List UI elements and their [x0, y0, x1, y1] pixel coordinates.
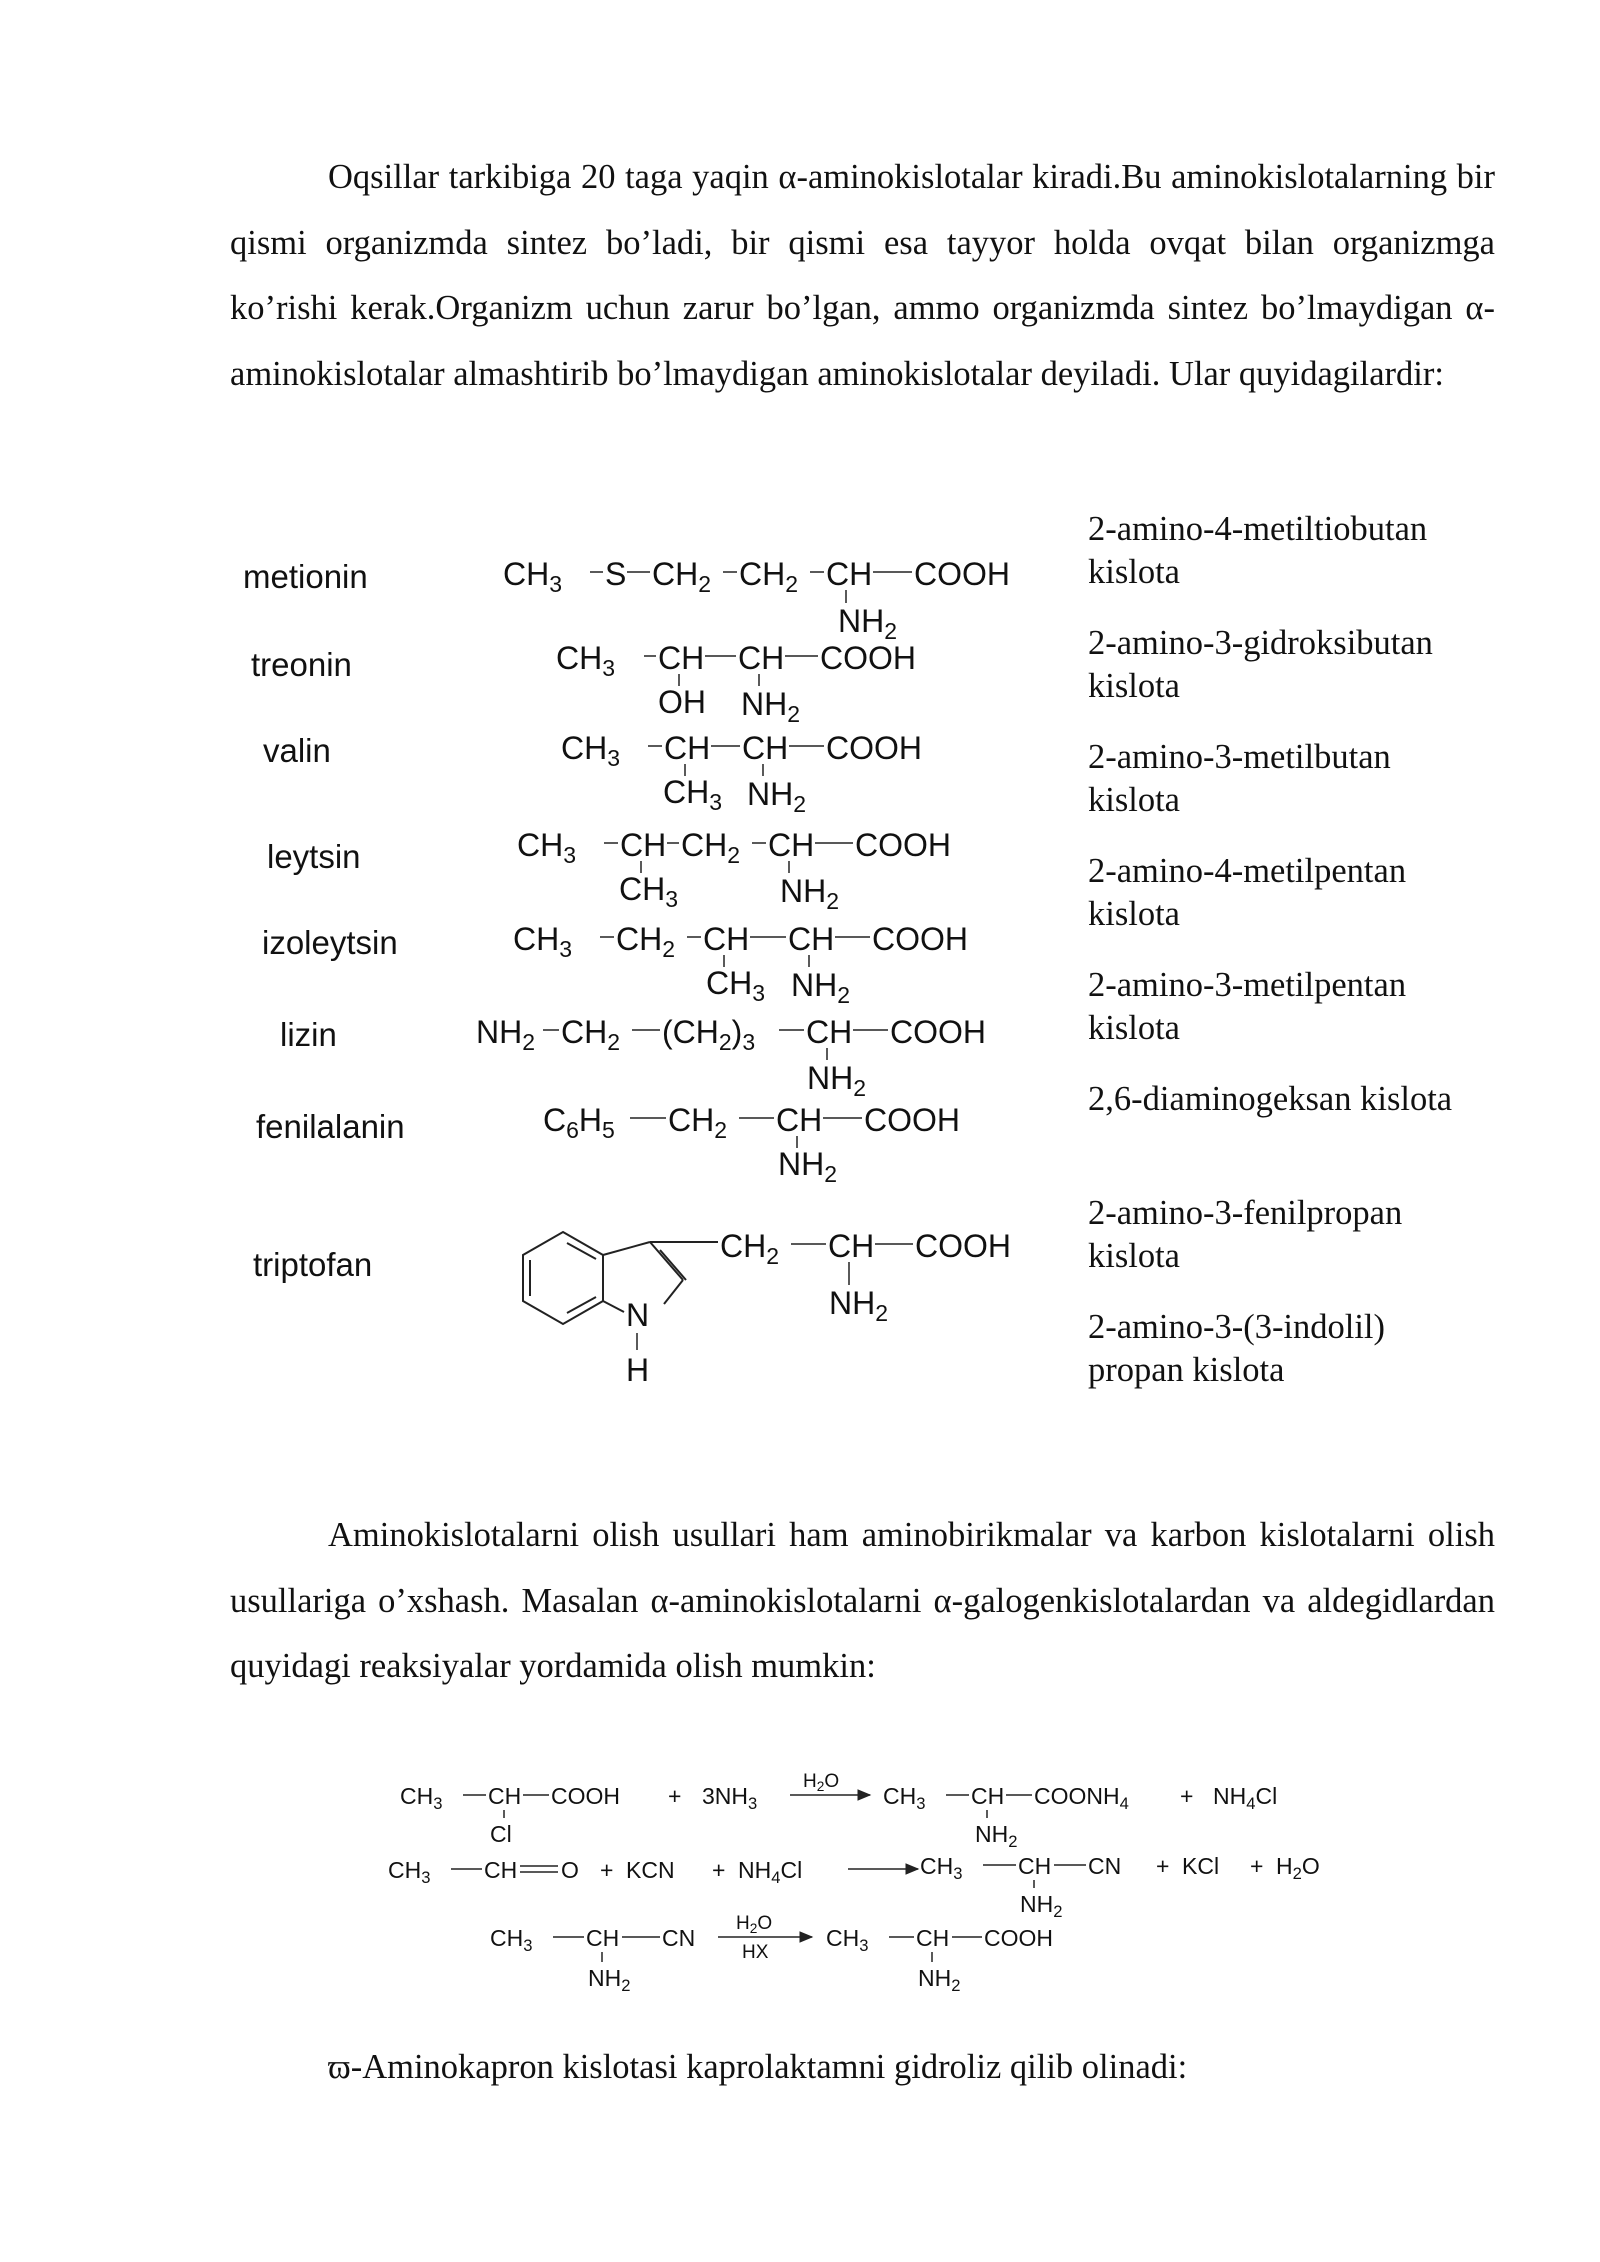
formula-fragment: N — [626, 1297, 650, 1333]
formula-fragment: CH — [484, 1857, 518, 1883]
iupac-name: 2-amino-4-metiltiobutan kislota — [1088, 510, 1428, 591]
formula-fragment: + — [712, 1857, 726, 1883]
formula-fragment: $CH_2$ — [720, 1228, 780, 1269]
formula-fragment: $CH_3$ — [556, 640, 616, 681]
formula-fragment: COOH — [872, 921, 968, 957]
amino-acid-name: izoleytsin — [262, 924, 398, 961]
formula-fragment: KCN — [626, 1857, 675, 1883]
formula-fragment: CH — [1018, 1853, 1052, 1879]
formula-fragment: CH — [806, 1014, 853, 1050]
formula-fragment: $NH_2$ — [1020, 1891, 1063, 1922]
formula-fragment: $NH_2$ — [778, 1146, 838, 1187]
reaction-condition: $H_2O$ — [803, 1771, 840, 1795]
formula-fragment: + — [600, 1857, 614, 1883]
formula-fragment: CH — [742, 730, 789, 766]
reaction-condition: $H_2O$ — [736, 1913, 773, 1937]
formula-fragment: $CH_2$ — [652, 556, 712, 597]
formula-fragment: CH — [586, 1925, 620, 1951]
formula-fragment: CH — [788, 921, 835, 957]
formula-fragment: Cl — [490, 1821, 512, 1847]
iupac-name: 2-amino-4-metilpentan kislota — [1088, 852, 1407, 933]
formula-fragment: + — [668, 1783, 682, 1809]
formula-fragment: $CH_2$ — [681, 827, 741, 868]
amino-acid-name: valin — [263, 732, 331, 769]
formula-fragment: $NH_2$ — [918, 1965, 961, 1996]
formula-fragment: COOH — [826, 730, 922, 766]
formula-fenilalanin — [543, 1102, 960, 1187]
formula-fragment: $CH_2$ — [668, 1102, 728, 1143]
formula-fragment: COOH — [915, 1228, 1011, 1264]
formula-fragment: $NH_2$ — [975, 1821, 1018, 1852]
formula-fragment: O — [561, 1857, 579, 1883]
formula-fragment: + — [1250, 1853, 1264, 1879]
formula-fragment: $3NH_3$ — [702, 1783, 758, 1814]
formula-fragment: $COONH_4$ — [1034, 1783, 1129, 1814]
reaction-2 — [388, 1853, 1320, 1921]
paragraph-intro: Oqsillar tarkibiga 20 taga yaqin α-aminokislotalar kiradi.Bu aminokislotalarning bir qismi organizmda sintez bo’ladi, bir qismi esa tayyor holda ovqat bilan organizmga ko’rishi kerak.Organizm uchun zarur bo’lgan, ammo organizmda sintez bo’lmaydigan α-aminokislotalar almashtirib bo’lmaydigan aminokislotalar deyiladi. Ular quyidagilardir: — [230, 158, 1495, 393]
amino-acid-name: triptofan — [253, 1246, 373, 1283]
formula-fragment: $NH_2$ — [747, 776, 807, 817]
formula-fragment: $CH_3$ — [388, 1857, 431, 1888]
reaction-1 — [400, 1771, 1277, 1851]
amino-acid-name: lizin — [280, 1016, 337, 1053]
formula-fragment: $CH_3$ — [513, 921, 573, 962]
formula-fragment: $NH_2$ — [838, 603, 898, 644]
amino-acid-name: fenilalanin — [256, 1108, 405, 1145]
formula-fragment: S — [605, 556, 627, 592]
formula-fragment: $CH_2$ — [739, 556, 799, 597]
formula-fragment: $CH_3$ — [400, 1783, 443, 1814]
formula-fragment: $CH_3$ — [826, 1925, 869, 1956]
paragraph-aminocaproic: ϖ-Aminokapron kislotasi kaprolaktamni gidroliz qilib olinadi: — [328, 2048, 1188, 2086]
reaction-condition: HX — [742, 1942, 769, 1963]
formula-fragment: CH — [916, 1925, 950, 1951]
formula-fragment: CH — [664, 730, 711, 766]
formula-fragment: CH — [826, 556, 873, 592]
formula-fragment: $C_6H_5$ — [543, 1102, 615, 1143]
formula-fragment: $NH_2$ — [807, 1060, 867, 1101]
reaction-3 — [490, 1913, 1053, 1995]
formula-fragment: $CH_2$ — [561, 1014, 621, 1055]
formula-fragment: + — [1156, 1853, 1170, 1879]
formula-fragment: $CH_3$ — [503, 556, 563, 597]
formula-treonin — [556, 640, 916, 727]
formula-fragment: COOH — [914, 556, 1010, 592]
formula-fragment: $NH_4Cl$ — [738, 1857, 803, 1888]
formula-fragment: $(CH_2)_3$ — [662, 1014, 756, 1055]
formula-fragment: CH — [828, 1228, 875, 1264]
formula-fragment: COOH — [855, 827, 951, 863]
formula-fragment: H — [626, 1352, 650, 1388]
formula-fragment: $H_2O$ — [1276, 1853, 1320, 1884]
formula-fragment: $NH_2$ — [829, 1285, 889, 1326]
formula-fragment: $CH_3$ — [490, 1925, 533, 1956]
iupac-name: 2-amino-3-(3-indolil) propan kislota — [1088, 1308, 1386, 1389]
formula-fragment: $CH_3$ — [706, 965, 766, 1006]
formula-fragment: $CH_3$ — [517, 827, 577, 868]
formula-fragment: CH — [488, 1783, 522, 1809]
formula-fragment: $NH_4Cl$ — [1213, 1783, 1278, 1814]
formula-fragment: COOH — [820, 640, 916, 676]
formula-fragment: CH — [768, 827, 815, 863]
formula-fragment: $NH_2$ — [780, 873, 840, 914]
formula-fragment: $CH_3$ — [883, 1783, 926, 1814]
formula-fragment: CH — [620, 827, 667, 863]
formula-fragment: $NH_2$ — [476, 1014, 536, 1055]
formula-fragment: CH — [703, 921, 750, 957]
formula-valin — [561, 730, 922, 817]
iupac-name: 2-amino-3-gidroksibutan kislota — [1088, 624, 1433, 705]
formula-metionin — [503, 556, 1010, 644]
formula-fragment: COOH — [984, 1925, 1053, 1951]
formula-fragment: $CH_3$ — [619, 871, 679, 912]
formula-triptofan — [523, 1228, 1011, 1388]
formula-fragment: $NH_2$ — [741, 686, 801, 727]
formula-fragment: OH — [658, 684, 706, 720]
formula-fragment: CH — [776, 1102, 823, 1138]
amino-acid-name: treonin — [251, 646, 352, 683]
formula-fragment: COOH — [864, 1102, 960, 1138]
iupac-name: 2-amino-3-fenilpropan kislota — [1088, 1194, 1403, 1275]
formula-fragment: $NH_2$ — [791, 967, 851, 1008]
formula-fragment: $CH_3$ — [920, 1853, 963, 1884]
amino-acid-name: leytsin — [267, 838, 361, 875]
formula-fragment: CH — [971, 1783, 1005, 1809]
formula-fragment: CH — [658, 640, 705, 676]
formula-fragment: CN — [1088, 1853, 1122, 1879]
formula-lizin — [476, 1014, 986, 1101]
formula-fragment: $CH_3$ — [561, 730, 621, 771]
formula-fragment: COOH — [890, 1014, 986, 1050]
iupac-name: 2,6-diaminogeksan kislota — [1088, 1080, 1453, 1118]
formula-fragment: CH — [738, 640, 785, 676]
formula-fragment: $NH_2$ — [588, 1965, 631, 1996]
iupac-name: 2-amino-3-metilpentan kislota — [1088, 966, 1407, 1047]
formula-izoleytsin — [513, 921, 968, 1008]
formula-fragment: COOH — [551, 1783, 620, 1809]
formula-fragment: $CH_3$ — [663, 774, 723, 815]
formula-fragment: KCl — [1182, 1853, 1220, 1879]
formula-fragment: $CH_2$ — [616, 921, 676, 962]
benzene-ring-icon — [523, 1232, 603, 1324]
amino-acid-name: metionin — [243, 558, 368, 595]
formula-fragment: CN — [662, 1925, 696, 1951]
formula-leytsin — [517, 827, 951, 914]
formula-fragment: + — [1180, 1783, 1194, 1809]
paragraph-synthesis: Aminokislotalarni olish usullari ham aminobirikmalar va karbon kislotalarni olish usullariga o’xshash. Masalan α-aminokislotalarni α-galogenkislotalardan va aldegidlardan quyidagi reaksiyalar yordamida olish mumkin: — [230, 1516, 1495, 1685]
iupac-name: 2-amino-3-metilbutan kislota — [1088, 738, 1391, 819]
